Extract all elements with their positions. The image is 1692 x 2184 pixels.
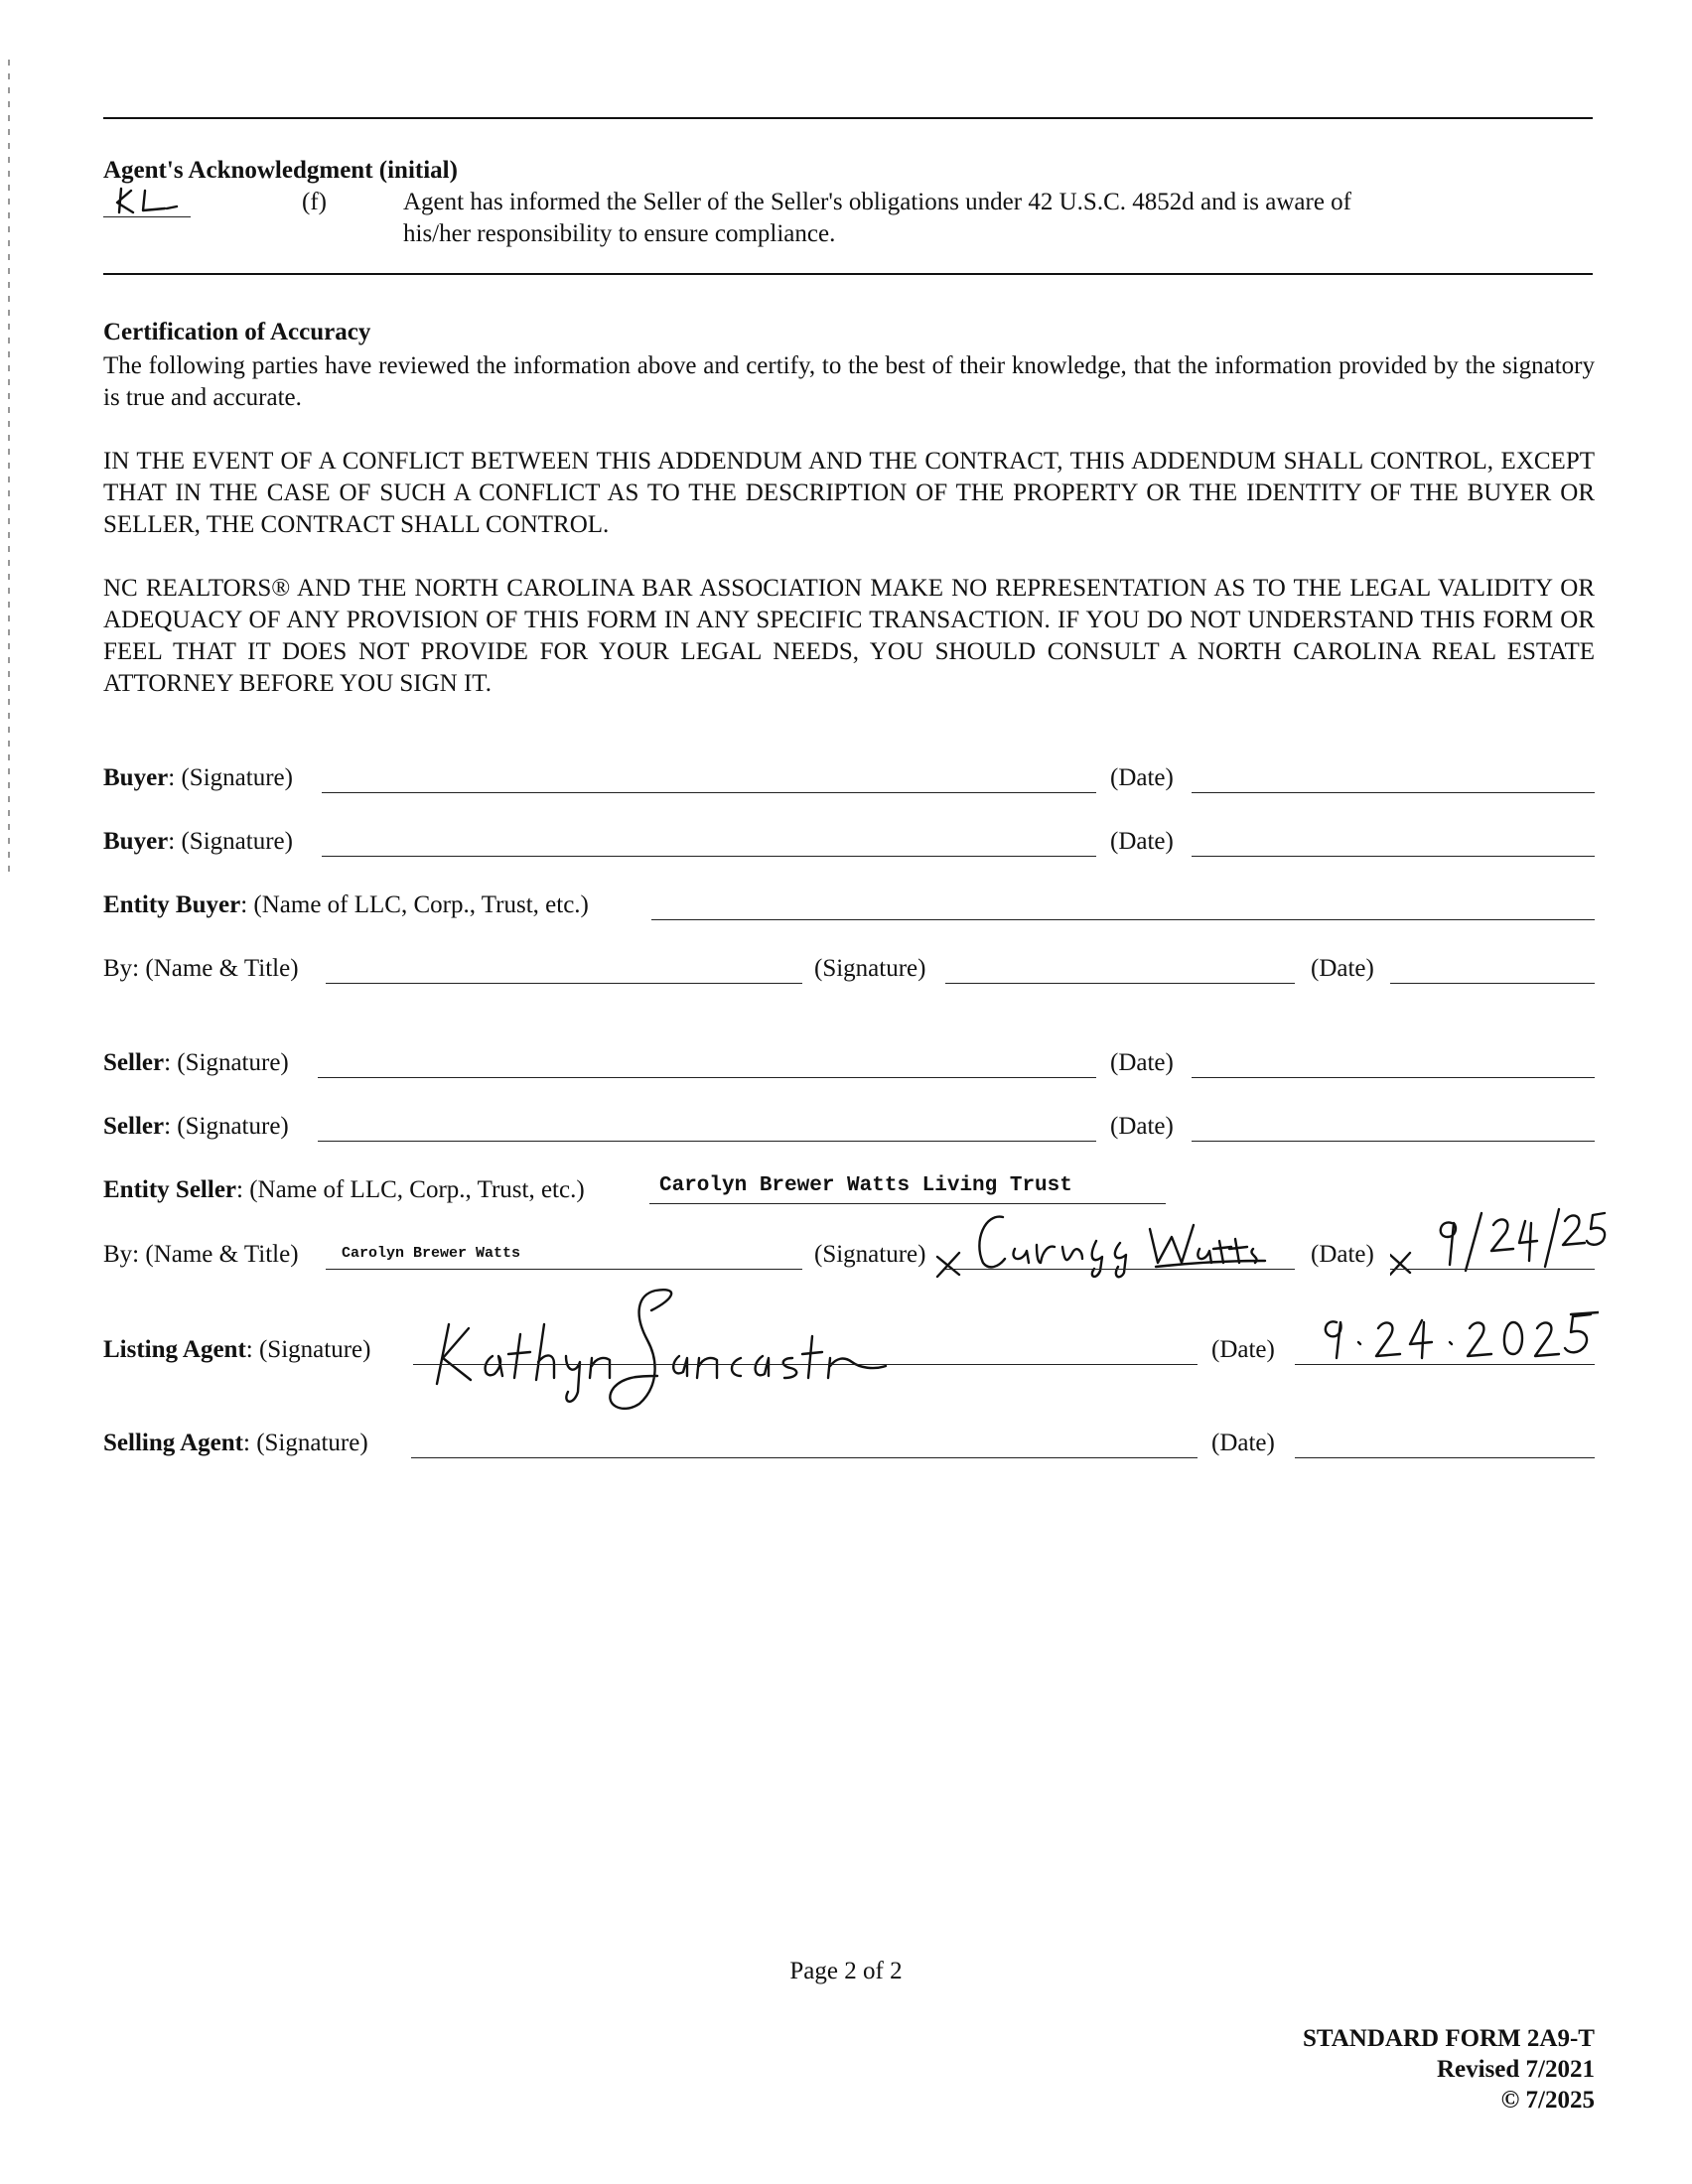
selling-agent-date-label: (Date)	[1211, 1430, 1275, 1456]
buyer-by-label: By: (Name & Title)	[103, 955, 299, 982]
ack-text-line2: his/her responsibility to ensure compliance.	[403, 220, 836, 247]
page-number: Page 2 of 2	[789, 1958, 903, 1984]
seller-by-signature-label: (Signature)	[814, 1241, 926, 1268]
seller2-date-label: (Date)	[1110, 1113, 1174, 1140]
seller-by-date-handwritten	[1390, 1205, 1628, 1277]
listing-agent-date-field[interactable]	[1295, 1364, 1595, 1365]
seller1-date-label: (Date)	[1110, 1049, 1174, 1076]
entity-seller-value: Carolyn Brewer Watts Living Trust	[659, 1174, 1072, 1197]
certification-text: The following parties have reviewed the information above and certify, to the best of their knowledge, that the information provided by the signatory is true and accurate.	[103, 352, 1595, 411]
buyer-by-signature-field[interactable]	[945, 983, 1295, 984]
buyer2-date-field[interactable]	[1192, 856, 1595, 857]
buyer1-date-field[interactable]	[1192, 792, 1595, 793]
seller-by-date-label: (Date)	[1311, 1241, 1374, 1268]
ack-bottom-rule	[103, 273, 1593, 275]
buyer2-label: Buyer: (Signature)	[103, 828, 293, 855]
disclaimer-text: NC REALTORS® AND THE NORTH CAROLINA BAR ASSOCIATION MAKE NO REPRESENTATION AS TO THE LEGAL VALIDITY OR ADEQUACY OF ANY PROVISION OF THIS FORM IN ANY SPECIFIC TRANSACTION. IF YOU DO NOT UNDERSTAND THIS FORM OR FEEL THAT IT DOES NOT PROVIDE FOR YOUR LEGAL NEEDS, YOU SHOULD CONSULT A NORTH CAROLINA REAL ESTATE ATTORNEY BEFORE YOU SIGN IT.	[103, 575, 1595, 697]
entity-buyer-label: Entity Buyer: (Name of LLC, Corp., Trust, etc.)	[103, 891, 589, 918]
ack-text-line1: Agent has informed the Seller of the Seller's obligations under 42 U.S.C. 4852d and is aware of	[403, 189, 1352, 215]
buyer1-label: Buyer: (Signature)	[103, 764, 293, 791]
buyer1-signature-field[interactable]	[322, 792, 1096, 793]
listing-agent-date-label: (Date)	[1211, 1336, 1275, 1363]
seller1-label: Seller: (Signature)	[103, 1049, 289, 1076]
top-rule	[103, 117, 1593, 119]
form-name: STANDARD FORM 2A9-T	[1303, 2025, 1595, 2052]
buyer2-signature-field[interactable]	[322, 856, 1096, 857]
seller-by-signature-field[interactable]	[945, 1269, 1295, 1270]
buyer-by-signature-label: (Signature)	[814, 955, 926, 982]
form-id-block	[1303, 2023, 1595, 2116]
seller1-date-field[interactable]	[1192, 1077, 1595, 1078]
seller1-signature-field[interactable]	[318, 1077, 1096, 1078]
selling-agent-label: Selling Agent: (Signature)	[103, 1430, 368, 1456]
certification-heading: Certification of Accuracy	[103, 319, 371, 345]
buyer-by-date-field[interactable]	[1390, 983, 1595, 984]
seller-by-label: By: (Name & Title)	[103, 1241, 299, 1268]
seller2-date-field[interactable]	[1192, 1141, 1595, 1142]
buyer-by-date-label: (Date)	[1311, 955, 1374, 982]
seller-by-date-field[interactable]	[1390, 1269, 1595, 1270]
ack-item-letter: (f)	[302, 189, 327, 215]
listing-agent-signature-field[interactable]	[413, 1364, 1198, 1365]
buyer-by-name-field[interactable]	[326, 983, 802, 984]
seller-by-name-field[interactable]	[326, 1269, 802, 1270]
seller-by-name-value: Carolyn Brewer Watts	[342, 1245, 521, 1262]
listing-agent-label: Listing Agent: (Signature)	[103, 1336, 371, 1363]
selling-agent-signature-field[interactable]	[411, 1457, 1198, 1458]
entity-buyer-field[interactable]	[651, 919, 1595, 920]
conflict-text: IN THE EVENT OF A CONFLICT BETWEEN THIS ADDENDUM AND THE CONTRACT, THIS ADDENDUM SHALL CONTROL, EXCEPT THAT IN THE CASE OF SUCH A CONFLICT AS TO THE DESCRIPTION OF THE PROPERTY OR THE IDENTITY OF THE BUYER OR SELLER, THE CONTRACT SHALL CONTROL.	[103, 448, 1595, 538]
form-copyright: © 7/2025	[1500, 2087, 1595, 2114]
ack-heading: Agent's Acknowledgment (initial)	[103, 157, 458, 184]
selling-agent-date-field[interactable]	[1295, 1457, 1595, 1458]
entity-seller-label: Entity Seller: (Name of LLC, Corp., Trust, etc.)	[103, 1176, 585, 1203]
listing-agent-signature-handwritten	[427, 1281, 894, 1420]
seller2-signature-field[interactable]	[318, 1141, 1096, 1142]
seller2-label: Seller: (Signature)	[103, 1113, 289, 1140]
buyer1-date-label: (Date)	[1110, 764, 1174, 791]
ack-initials-line	[103, 216, 191, 217]
buyer2-date-label: (Date)	[1110, 828, 1174, 855]
form-revised: Revised 7/2021	[1436, 2056, 1595, 2083]
listing-agent-date-handwritten	[1311, 1308, 1599, 1368]
scan-artifact	[8, 60, 10, 874]
